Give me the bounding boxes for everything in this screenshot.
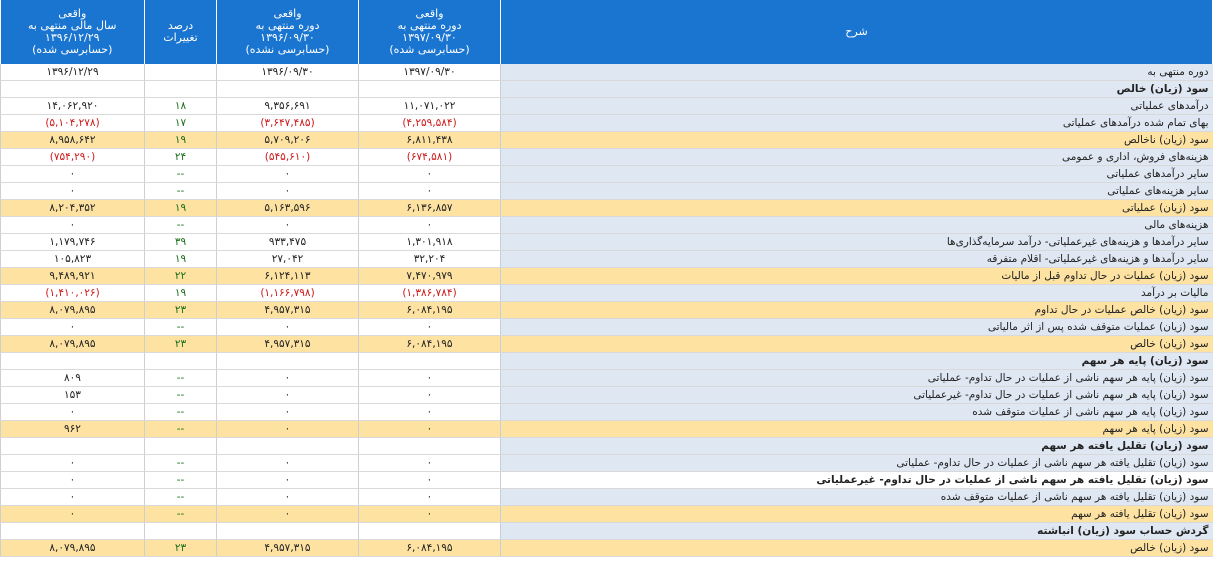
change-percent: --: [145, 319, 217, 336]
table-row: [1, 540, 1213, 557]
current-period-value: (۶۷۴,۵۸۱): [359, 149, 501, 166]
current-period-value: ۱,۳۰۱,۹۱۸: [359, 234, 501, 251]
table-row: [1, 200, 1213, 217]
change-percent: ۲۴: [145, 149, 217, 166]
current-period-value: ۰: [359, 506, 501, 523]
row-label: سود (زیان) ناخالص: [501, 132, 1213, 149]
fiscal-year-value: ۱۴,۰۶۲,۹۲۰: [1, 98, 145, 115]
table-row: [1, 149, 1213, 166]
change-percent: --: [145, 183, 217, 200]
current-period-value: [359, 81, 501, 98]
change-percent: ۲۳: [145, 336, 217, 353]
change-percent: [145, 438, 217, 455]
row-label: سود (زیان) پایه هر سهم: [501, 421, 1213, 438]
table-row: [1, 506, 1213, 523]
current-period-value: ۰: [359, 387, 501, 404]
table-row: [1, 523, 1213, 540]
section-heading: سود (زیان) خالص: [501, 81, 1213, 98]
prior-period-value: ۰: [217, 217, 359, 234]
table-row: [1, 98, 1213, 115]
change-percent: ۲۳: [145, 540, 217, 557]
row-label: سود (زیان) خالص: [501, 540, 1213, 557]
change-percent: --: [145, 166, 217, 183]
fiscal-year-value: ۱,۱۷۹,۷۴۶: [1, 234, 145, 251]
fiscal-year-value: ۰: [1, 472, 145, 489]
current-period-value: ۰: [359, 183, 501, 200]
row-label: سود (زیان) تقلیل یافته هر سهم ناشی از عملیات متوقف شده: [501, 489, 1213, 506]
table-row: [1, 268, 1213, 285]
fiscal-year-value: ۰: [1, 166, 145, 183]
prior-period-value: (۳,۶۴۷,۴۸۵): [217, 115, 359, 132]
change-percent: --: [145, 217, 217, 234]
row-label: سود (زیان) تقلیل یافته هر سهم ناشی از عملیات در حال تداوم- غیرعملیاتی: [501, 472, 1213, 489]
fiscal-year-value: ۱۵۳: [1, 387, 145, 404]
row-label: مالیات بر درآمد: [501, 285, 1213, 302]
change-percent: ۲۳: [145, 302, 217, 319]
change-percent: --: [145, 472, 217, 489]
current-period-value: [359, 353, 501, 370]
current-period-value: ۰: [359, 404, 501, 421]
prior-period-value: ۰: [217, 489, 359, 506]
fiscal-year-value: ۰: [1, 489, 145, 506]
current-period-value: ۰: [359, 217, 501, 234]
change-percent: ۱۹: [145, 285, 217, 302]
row-label: سود (زیان) عملیاتی: [501, 200, 1213, 217]
change-percent: --: [145, 421, 217, 438]
current-period-value: ۳۲,۲۰۴: [359, 251, 501, 268]
prior-period-value: ۶,۱۲۴,۱۱۳: [217, 268, 359, 285]
row-label: هزینه‌های مالی: [501, 217, 1213, 234]
table-row: [1, 234, 1213, 251]
table-row: [1, 217, 1213, 234]
row-label: سود (زیان) تقلیل یافته هر سهم: [501, 506, 1213, 523]
fiscal-year-value: ۸,۰۷۹,۸۹۵: [1, 540, 145, 557]
prior-period-value: ۰: [217, 404, 359, 421]
change-percent: [145, 81, 217, 98]
fiscal-year-value: ۱۰۵,۸۲۳: [1, 251, 145, 268]
prior-period-value: ۲۷,۰۴۲: [217, 251, 359, 268]
current-period-value: ۱۱,۰۷۱,۰۲۲: [359, 98, 501, 115]
table-row: [1, 166, 1213, 183]
prior-period-value: ۰: [217, 183, 359, 200]
current-period-value: ۷,۴۷۰,۹۷۹: [359, 268, 501, 285]
change-percent: [145, 353, 217, 370]
fiscal-year-value: ۸,۲۰۴,۳۵۲: [1, 200, 145, 217]
fiscal-year-value: (۷۵۴,۲۹۰): [1, 149, 145, 166]
prior-period-value: ۰: [217, 370, 359, 387]
current-period-value: ۶,۰۸۴,۱۹۵: [359, 336, 501, 353]
prior-period-value: [217, 353, 359, 370]
change-percent: ۱۹: [145, 132, 217, 149]
fiscal-year-value: ۰: [1, 217, 145, 234]
table-row: [1, 370, 1213, 387]
current-period-value: [359, 523, 501, 540]
change-percent: --: [145, 455, 217, 472]
prior-period-value: ۴,۹۵۷,۳۱۵: [217, 336, 359, 353]
prior-period-value: (۵۴۵,۶۱۰): [217, 149, 359, 166]
row-label: سود (زیان) عملیات متوقف شده پس از اثر مالیاتی: [501, 319, 1213, 336]
row-label: سایر درآمدها و هزینه‌های غیرعملیاتی- اقلام متفرقه: [501, 251, 1213, 268]
row-label: بهای تمام شده درآمدهای عملیاتی: [501, 115, 1213, 132]
section-heading: گردش حساب سود (زیان) انباشته: [501, 523, 1213, 540]
row-label: سود (زیان) خالص عملیات در حال تداوم: [501, 302, 1213, 319]
current-period-value: ۰: [359, 455, 501, 472]
table-row: [1, 387, 1213, 404]
current-period-value: ۰: [359, 489, 501, 506]
current-period-value: ۶,۰۸۴,۱۹۵: [359, 540, 501, 557]
current-period-value: ۰: [359, 370, 501, 387]
change-percent: ۱۷: [145, 115, 217, 132]
fiscal-year-value: ۹,۴۸۹,۹۲۱: [1, 268, 145, 285]
header-current-period: واقعی دوره منتهی به ۱۳۹۷/۰۹/۳۰ (حسابرسی شده): [359, 0, 501, 64]
fiscal-year-value: ۸,۰۷۹,۸۹۵: [1, 336, 145, 353]
prior-period-value: ۰: [217, 455, 359, 472]
row-label: سایر درآمدها و هزینه‌های غیرعملیاتی- درآمد سرمایه‌گذاری‌ها: [501, 234, 1213, 251]
row-label: دوره منتهی به: [501, 64, 1213, 81]
prior-period-value: ۰: [217, 387, 359, 404]
table-row: [1, 353, 1213, 370]
prior-period-value: ۵,۷۰۹,۲۰۶: [217, 132, 359, 149]
change-percent: ۱۸: [145, 98, 217, 115]
fiscal-year-value: [1, 353, 145, 370]
prior-period-value: [217, 523, 359, 540]
table-row: [1, 472, 1213, 489]
row-label: سایر درآمدهای عملیاتی: [501, 166, 1213, 183]
table-row: [1, 489, 1213, 506]
row-label: سود (زیان) عملیات در حال تداوم قبل از مالیات: [501, 268, 1213, 285]
fiscal-year-value: ۹۶۲: [1, 421, 145, 438]
change-percent: [145, 64, 217, 81]
header-change-percent: درصد تغییرات: [145, 0, 217, 64]
section-heading: سود (زیان) تقلیل یافته هر سهم: [501, 438, 1213, 455]
fiscal-year-value: ۸,۹۵۸,۶۴۲: [1, 132, 145, 149]
fiscal-year-value: [1, 81, 145, 98]
change-percent: ۱۹: [145, 251, 217, 268]
fiscal-year-value: ۰: [1, 455, 145, 472]
table-row: [1, 132, 1213, 149]
row-label: درآمدهای عملیاتی: [501, 98, 1213, 115]
header-row: [1, 0, 1213, 64]
prior-period-value: ۱۳۹۶/۰۹/۳۰: [217, 64, 359, 81]
change-percent: --: [145, 489, 217, 506]
current-period-value: (۱,۳۸۶,۷۸۴): [359, 285, 501, 302]
row-label: سایر هزینه‌های عملیاتی: [501, 183, 1213, 200]
table-row: [1, 302, 1213, 319]
fiscal-year-value: ۱۳۹۶/۱۲/۲۹: [1, 64, 145, 81]
change-percent: ۱۹: [145, 200, 217, 217]
fiscal-year-value: (۵,۱۰۴,۲۷۸): [1, 115, 145, 132]
fiscal-year-value: [1, 523, 145, 540]
change-percent: ۲۲: [145, 268, 217, 285]
current-period-value: ۰: [359, 421, 501, 438]
current-period-value: ۶,۸۱۱,۴۳۸: [359, 132, 501, 149]
header-prior-period: واقعی دوره منتهی به ۱۳۹۶/۰۹/۳۰ (حسابرسی نشده): [217, 0, 359, 64]
change-percent: --: [145, 506, 217, 523]
table-row: [1, 251, 1213, 268]
row-label: سود (زیان) پایه هر سهم ناشی از عملیات در حال تداوم- غیرعملیاتی: [501, 387, 1213, 404]
header-description: شرح: [501, 0, 1213, 64]
prior-period-value: [217, 438, 359, 455]
prior-period-value: ۰: [217, 421, 359, 438]
table-row: [1, 421, 1213, 438]
table-row: [1, 81, 1213, 98]
header-fiscal-year: واقعی سال مالی منتهی به ۱۳۹۶/۱۲/۲۹ (حسابرسی شده): [1, 0, 145, 64]
table-row: [1, 115, 1213, 132]
change-percent: --: [145, 387, 217, 404]
prior-period-value: ۵,۱۶۳,۵۹۶: [217, 200, 359, 217]
current-period-value: [359, 438, 501, 455]
table-row: [1, 455, 1213, 472]
table-row: [1, 404, 1213, 421]
fiscal-year-value: [1, 438, 145, 455]
change-percent: --: [145, 404, 217, 421]
table-row: [1, 64, 1213, 81]
prior-period-value: ۰: [217, 472, 359, 489]
current-period-value: ۰: [359, 472, 501, 489]
prior-period-value: ۰: [217, 506, 359, 523]
current-period-value: ۶,۰۸۴,۱۹۵: [359, 302, 501, 319]
prior-period-value: [217, 81, 359, 98]
fiscal-year-value: ۸۰۹: [1, 370, 145, 387]
row-label: سود (زیان) پایه هر سهم ناشی از عملیات در حال تداوم- عملیاتی: [501, 370, 1213, 387]
prior-period-value: ۰: [217, 319, 359, 336]
row-label: سود (زیان) تقلیل یافته هر سهم ناشی از عملیات در حال تداوم- عملیاتی: [501, 455, 1213, 472]
fiscal-year-value: ۰: [1, 506, 145, 523]
table-row: [1, 319, 1213, 336]
table-row: [1, 438, 1213, 455]
prior-period-value: ۰: [217, 166, 359, 183]
current-period-value: ۱۳۹۷/۰۹/۳۰: [359, 64, 501, 81]
fiscal-year-value: ۰: [1, 319, 145, 336]
table-row: [1, 183, 1213, 200]
change-percent: ۳۹: [145, 234, 217, 251]
prior-period-value: ۴,۹۵۷,۳۱۵: [217, 302, 359, 319]
fiscal-year-value: ۰: [1, 404, 145, 421]
fiscal-year-value: ۸,۰۷۹,۸۹۵: [1, 302, 145, 319]
current-period-value: ۰: [359, 319, 501, 336]
current-period-value: ۶,۱۳۶,۸۵۷: [359, 200, 501, 217]
prior-period-value: (۱,۱۶۶,۷۹۸): [217, 285, 359, 302]
row-label: هزینه‌های فروش، اداری و عمومی: [501, 149, 1213, 166]
row-label: سود (زیان) خالص: [501, 336, 1213, 353]
fiscal-year-value: (۱,۴۱۰,۰۲۶): [1, 285, 145, 302]
prior-period-value: ۹۳۳,۴۷۵: [217, 234, 359, 251]
row-label: سود (زیان) پایه هر سهم ناشی از عملیات متوقف شده: [501, 404, 1213, 421]
change-percent: --: [145, 370, 217, 387]
current-period-value: (۴,۲۵۹,۵۸۴): [359, 115, 501, 132]
current-period-value: ۰: [359, 166, 501, 183]
table-row: [1, 285, 1213, 302]
change-percent: [145, 523, 217, 540]
prior-period-value: ۹,۳۵۶,۶۹۱: [217, 98, 359, 115]
table-row: [1, 336, 1213, 353]
section-heading: سود (زیان) پایه هر سهم: [501, 353, 1213, 370]
prior-period-value: ۴,۹۵۷,۳۱۵: [217, 540, 359, 557]
fiscal-year-value: ۰: [1, 183, 145, 200]
